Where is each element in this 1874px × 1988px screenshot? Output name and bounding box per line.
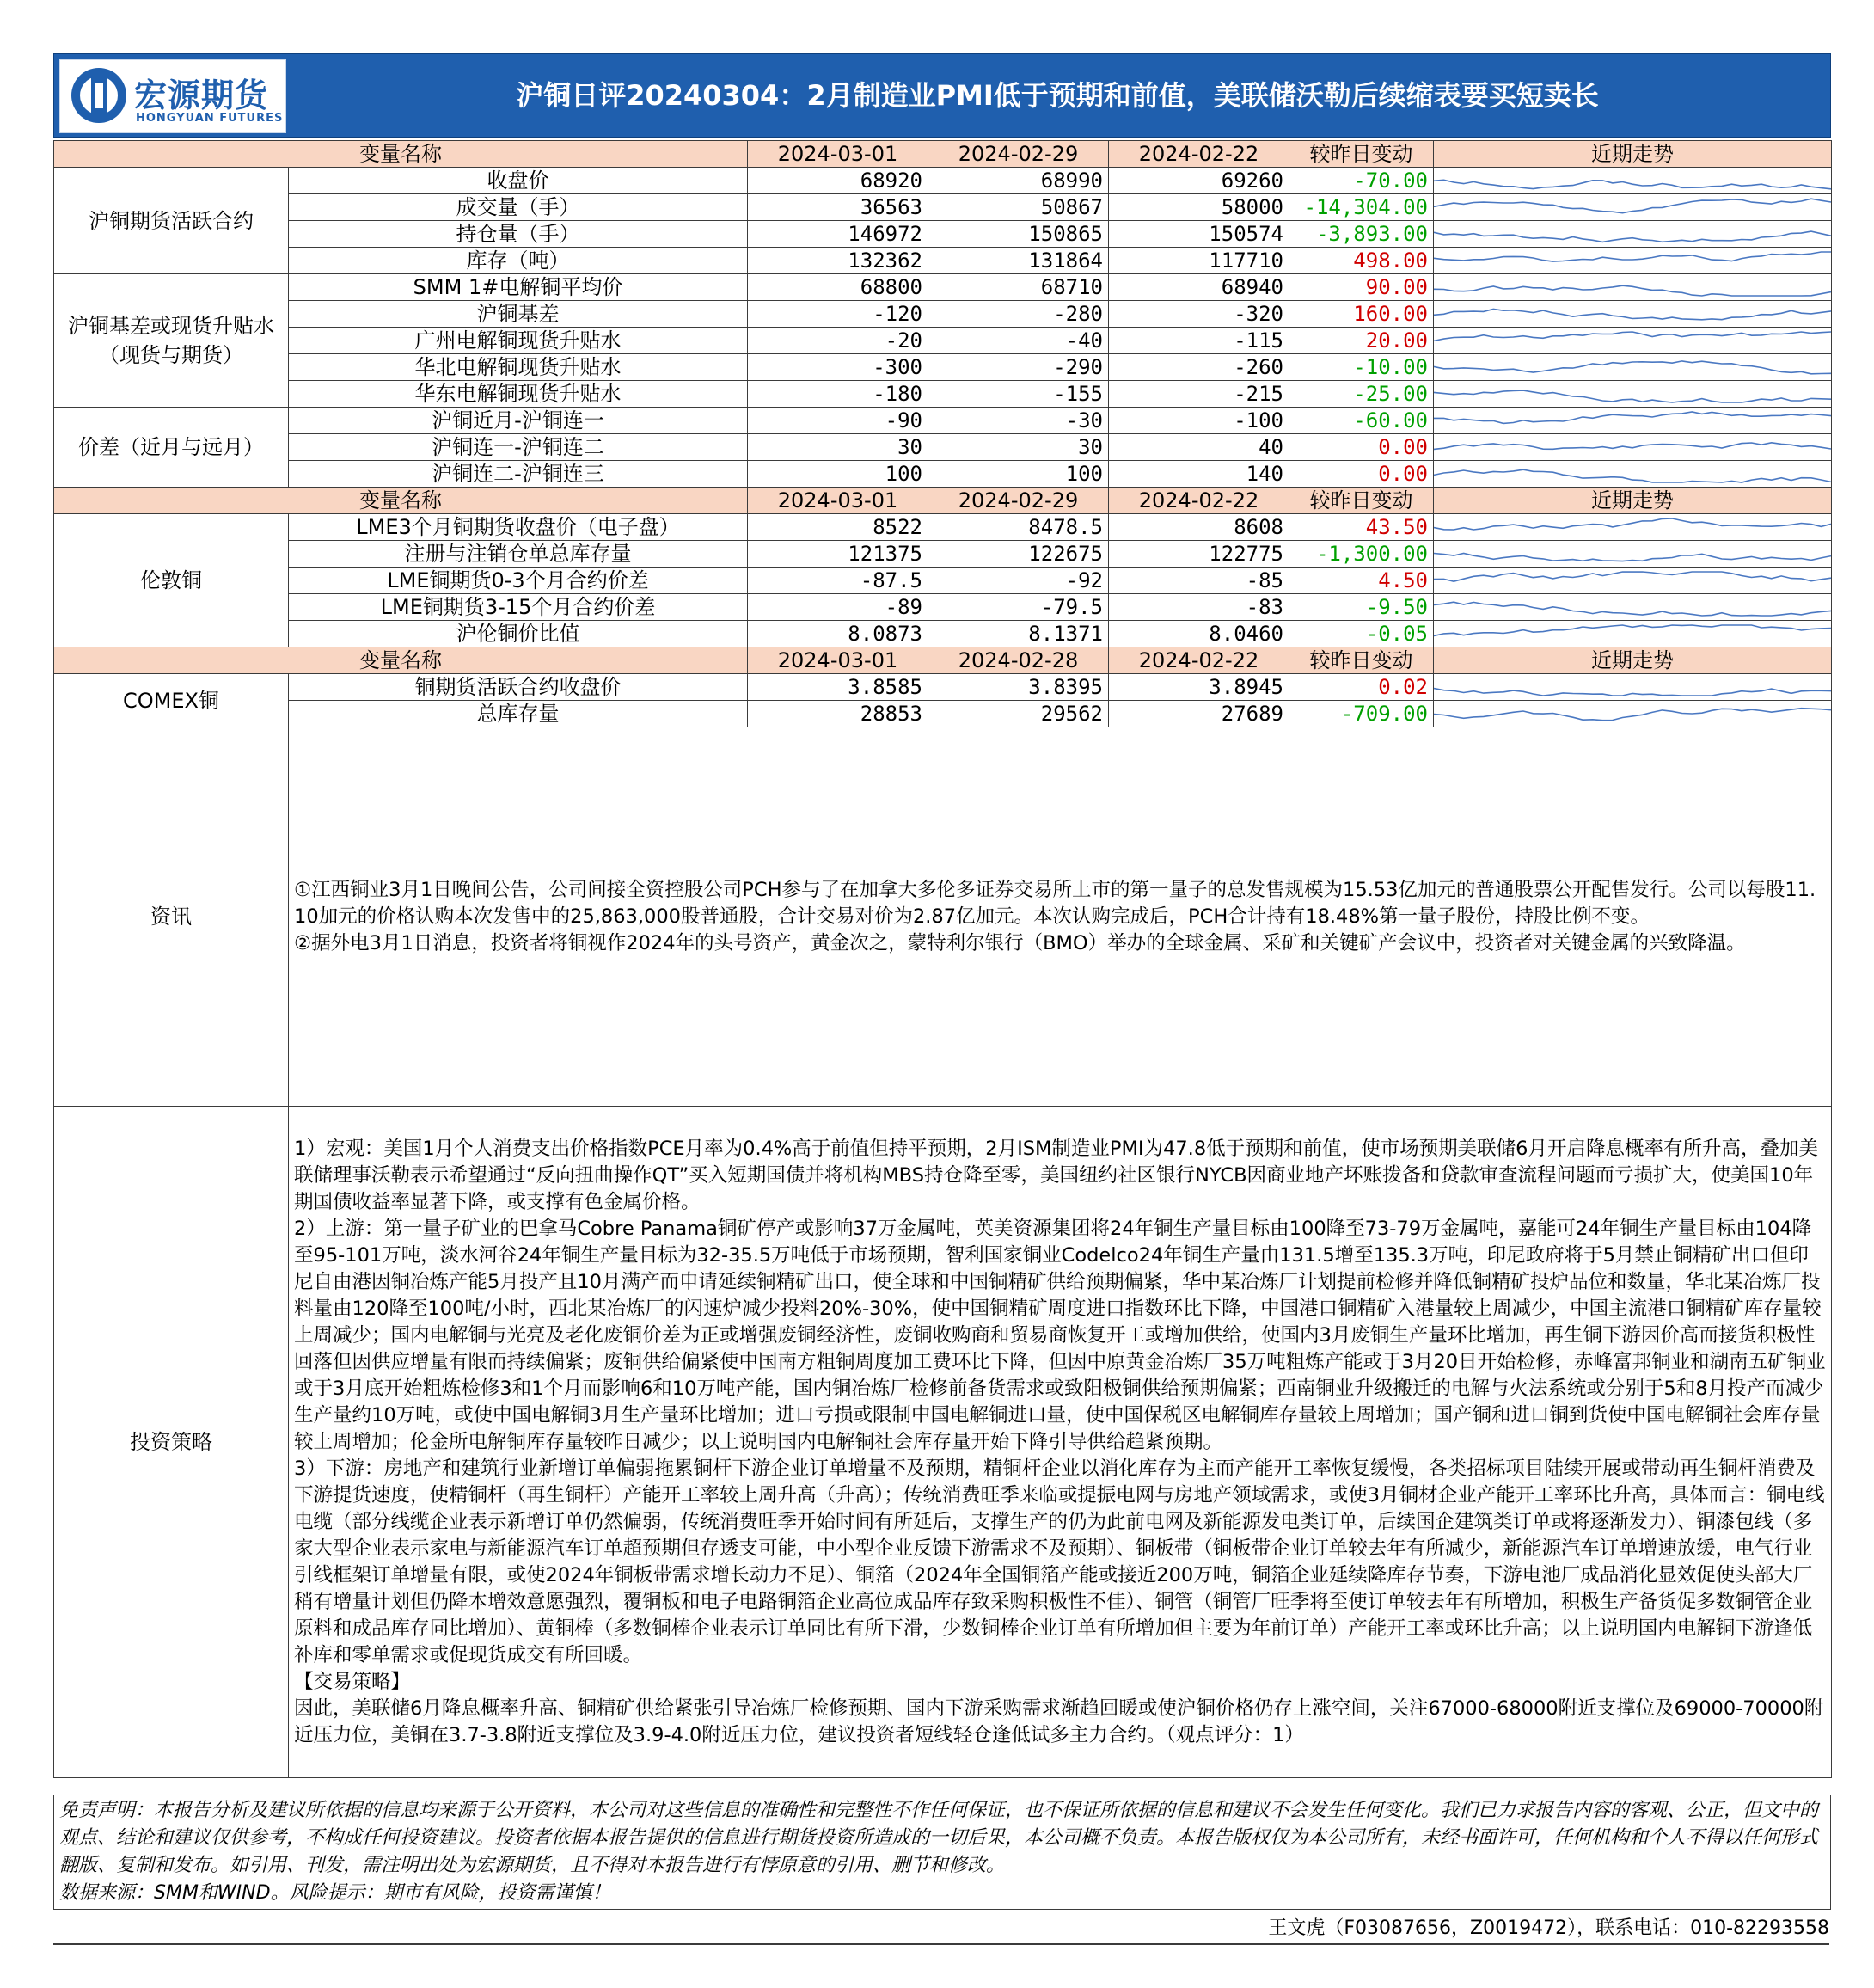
- trend-cell: [1434, 541, 1832, 568]
- row-label: 沪铜连二-沪铜连三: [289, 461, 748, 488]
- trend-cell: [1434, 514, 1832, 541]
- sparkline-icon: [1434, 302, 1831, 326]
- table-row: [54, 301, 1832, 328]
- date1-header: 2024-03-01: [748, 488, 928, 514]
- trend-cell: [1434, 701, 1832, 727]
- report-title: 沪铜日评20240304：2月制造业PMI低于预期和前值，美联储沃勒后续缩表要买短卖长: [516, 79, 1599, 112]
- value-cell: -320: [1109, 301, 1289, 328]
- change-header: 较昨日变动: [1289, 141, 1434, 168]
- strategy-row: [54, 1107, 1832, 1778]
- value-cell: 8478.5: [928, 514, 1109, 541]
- value-cell: 50867: [928, 194, 1109, 221]
- value-cell: 150574: [1109, 221, 1289, 248]
- change-header: 较昨日变动: [1289, 488, 1434, 514]
- change-cell: 43.50: [1289, 514, 1434, 541]
- value-cell: 132362: [748, 248, 928, 274]
- strategy-content: [289, 1107, 1832, 1778]
- date2-header: 2024-02-28: [928, 647, 1109, 674]
- sparkline-icon: [1434, 542, 1831, 566]
- change-cell: 498.00: [1289, 248, 1434, 274]
- value-cell: -115: [1109, 328, 1289, 354]
- value-cell: 100: [928, 461, 1109, 488]
- sparkline-icon: [1434, 675, 1831, 699]
- value-cell: -280: [928, 301, 1109, 328]
- value-cell: -90: [748, 408, 928, 434]
- trend-cell: [1434, 434, 1832, 461]
- value-cell: 100: [748, 461, 928, 488]
- sparkline-icon: [1434, 435, 1831, 459]
- sparkline-icon: [1434, 462, 1831, 486]
- row-label: 总库存量: [289, 701, 748, 727]
- table-row: [54, 621, 1832, 647]
- change-cell: -709.00: [1289, 701, 1434, 727]
- table-row: [54, 194, 1832, 221]
- row-label: 沪铜基差: [289, 301, 748, 328]
- change-cell: 90.00: [1289, 274, 1434, 301]
- sparkline-icon: [1434, 568, 1831, 592]
- sparkline-path: [1434, 285, 1831, 296]
- row-label: 收盘价: [289, 168, 748, 194]
- group-name: 伦敦铜: [54, 514, 289, 647]
- value-cell: 68940: [1109, 274, 1289, 301]
- disclaimer: [53, 1795, 1831, 1910]
- sparkline-path: [1434, 252, 1831, 261]
- trend-cell: [1434, 328, 1832, 354]
- row-label: 注册与注销仓单总库存量: [289, 541, 748, 568]
- section-header-row: [54, 647, 1832, 674]
- value-cell: 36563: [748, 194, 928, 221]
- value-cell: -92: [928, 568, 1109, 594]
- trend-cell: [1434, 621, 1832, 647]
- strategy-paragraph: 2）上游：第一量子矿业的巴拿马Cobre Panama铜矿停产或影响37万金属吨，英美资源集团将24年铜生产量目标由100降至73-79万金属吨，嘉能可24年铜生产量目标由104降至95-101万吨，淡水河谷24年铜生产量目标为32-35.5万吨低于市场预期，智利国家铜业Codelco24年铜生产量由131.5增至135.3万吨，印尼政府将于5月禁止铜精矿出口但印尼自由港因铜冶炼产能5月投产且10月满产而申请延续铜精矿出口，使全球和中国铜精矿供给预期偏紧，华中某冶炼厂计划提前检修并降低铜精矿投炉品位和数量，华北某冶炼厂投料量由120降至100吨/小时，西北某冶炼厂的闪速炉减少投料20%-30%，使中国铜精矿周度进口指数环比下降，中国港口铜精矿入港量较上周减少，中国主流港口铜精矿库存量较上周减少；国内电解铜与光亮及老化废铜价差为正或增强废铜经济性，废铜收购商和贸易商恢复开工或增加供给，使国内3月废铜生产量环比增加，再生铜下游因价高而接货积极性回落但因供应增量有限而持续偏紧；废铜供给偏紧使中国南方粗铜周度加工费环比下降，但因中原黄金冶炼厂35万吨粗炼产能或于3月20日开始检修，赤峰富邦铜业和湖南五矿铜业或于3月底开始粗炼检修3和1个月而影响6和10万吨产能，国内铜冶炼厂检修前备货需求或致阳极铜供给预期偏紧；西南铜业升级搬迁的电解与火法系统或分别于5和8月投产而减少生产量约10万吨，或使中国电解铜3月生产量环比增加；进口亏损或限制中国电解铜进口量，使中国保税区电解铜库存量较上周增加；国产铜和进口铜到货使中国电解铜社会库存量较上周增加；伦金所电解铜库存量较昨日减少；以上说明国内电解铜社会库存量开始下降引导供给趋紧预期。: [294, 1217, 1826, 1453]
- value-cell: 30: [928, 434, 1109, 461]
- value-cell: 27689: [1109, 701, 1289, 727]
- row-label: 沪铜连一-沪铜连二: [289, 434, 748, 461]
- hongyuan-logo-icon: [69, 65, 129, 126]
- sparkline-path: [1434, 469, 1831, 482]
- change-cell: 4.50: [1289, 568, 1434, 594]
- sparkline-path: [1434, 625, 1831, 636]
- report-header: [53, 53, 1831, 138]
- value-cell: -30: [928, 408, 1109, 434]
- company-logo: [59, 59, 286, 133]
- trend-cell: [1434, 594, 1832, 621]
- logo-cn-text: 宏源期货: [134, 77, 269, 114]
- group-name: 沪铜基差或现货升贴水（现货与期货）: [54, 274, 289, 408]
- sparkline-path: [1434, 554, 1831, 561]
- news-row: [54, 727, 1832, 1107]
- market-data-table: [53, 140, 1832, 1778]
- table-row: [54, 381, 1832, 408]
- group-name: 价差（近月与远月）: [54, 408, 289, 488]
- strategy-paragraph: 【交易策略】: [294, 1670, 411, 1693]
- row-label: 广州电解铜现货升贴水: [289, 328, 748, 354]
- sparkline-path: [1434, 231, 1831, 242]
- trend-cell: [1434, 194, 1832, 221]
- value-cell: 146972: [748, 221, 928, 248]
- strategy-paragraph: 1）宏观：美国1月个人消费支出价格指数PCE月率为0.4%高于前值但持平预期，2月ISM制造业PMI为47.8低于预期和前值，使市场预期美联储6月开启降息概率有所升高，叠加美联储理事沃勒表示希望通过“反向扭曲操作QT”买入短期国债并将机构MBS持仓降至零，美国纽约社区银行NYCB因商业地产坏账拨备和贷款审查流程问题而亏损扩大，使美国10年期国债收益率显著下降，或支撑有色金属价格。: [294, 1137, 1818, 1213]
- value-cell: 29562: [928, 701, 1109, 727]
- sparkline-path: [1434, 689, 1831, 696]
- table-row: [54, 594, 1832, 621]
- sparkline-icon: [1434, 382, 1831, 406]
- sparkline-path: [1434, 361, 1831, 374]
- news-content: [289, 727, 1832, 1107]
- group-name: 沪铜期货活跃合约: [54, 168, 289, 274]
- change-cell: -10.00: [1289, 354, 1434, 381]
- date3-header: 2024-02-22: [1109, 488, 1289, 514]
- table-row: [54, 168, 1832, 194]
- value-cell: 3.8945: [1109, 674, 1289, 701]
- change-cell: -60.00: [1289, 408, 1434, 434]
- value-cell: -120: [748, 301, 928, 328]
- value-cell: -180: [748, 381, 928, 408]
- change-cell: -25.00: [1289, 381, 1434, 408]
- value-cell: 8.0460: [1109, 621, 1289, 647]
- value-cell: -290: [928, 354, 1109, 381]
- news-paragraph: ②据外电3月1日消息，投资者将铜视作2024年的头号资产，黄金次之，蒙特利尔银行（BMO）举办的全球金属、采矿和关键矿产会议中，投资者对关键金属的兴致降温。: [294, 931, 1746, 954]
- sparkline-icon: [1434, 328, 1831, 353]
- sparkline-icon: [1434, 222, 1831, 246]
- row-label: 华北电解铜现货升贴水: [289, 354, 748, 381]
- value-cell: 8522: [748, 514, 928, 541]
- row-label: LME铜期货0-3个月合约价差: [289, 568, 748, 594]
- value-cell: 8.0873: [748, 621, 928, 647]
- row-label: LME3个月铜期货收盘价（电子盘）: [289, 514, 748, 541]
- table-row: [54, 514, 1832, 541]
- sparkline-path: [1434, 602, 1831, 616]
- sparkline-path: [1434, 412, 1831, 423]
- table-row: [54, 408, 1832, 434]
- change-cell: 0.00: [1289, 434, 1434, 461]
- value-cell: 69260: [1109, 168, 1289, 194]
- value-cell: 8.1371: [928, 621, 1109, 647]
- row-label: 沪铜近月-沪铜连一: [289, 408, 748, 434]
- value-cell: -79.5: [928, 594, 1109, 621]
- value-cell: -100: [1109, 408, 1289, 434]
- change-cell: 0.02: [1289, 674, 1434, 701]
- change-cell: -9.50: [1289, 594, 1434, 621]
- date1-header: 2024-03-01: [748, 647, 928, 674]
- sparkline-icon: [1434, 622, 1831, 646]
- variable-name-header: 变量名称: [54, 488, 748, 514]
- value-cell: 8608: [1109, 514, 1289, 541]
- sparkline-path: [1434, 199, 1831, 213]
- trend-cell: [1434, 168, 1832, 194]
- table-row: [54, 568, 1832, 594]
- variable-name-header: 变量名称: [54, 647, 748, 674]
- value-cell: 3.8395: [928, 674, 1109, 701]
- date3-header: 2024-02-22: [1109, 141, 1289, 168]
- trend-header: 近期走势: [1434, 647, 1832, 674]
- value-cell: 68710: [928, 274, 1109, 301]
- analyst-contact: 王文虎（F03087656，Z0019472），联系电话：010-82293558: [53, 1914, 1829, 1945]
- table-row: [54, 541, 1832, 568]
- value-cell: -300: [748, 354, 928, 381]
- trend-cell: [1434, 568, 1832, 594]
- sparkline-icon: [1434, 169, 1831, 193]
- sparkline-icon: [1434, 595, 1831, 619]
- value-cell: -20: [748, 328, 928, 354]
- sparkline-path: [1434, 310, 1831, 320]
- date2-header: 2024-02-29: [928, 141, 1109, 168]
- value-cell: -87.5: [748, 568, 928, 594]
- value-cell: 117710: [1109, 248, 1289, 274]
- news-label: 资讯: [54, 727, 289, 1107]
- trend-cell: [1434, 408, 1832, 434]
- change-cell: -70.00: [1289, 168, 1434, 194]
- trend-cell: [1434, 274, 1832, 301]
- sparkline-path: [1434, 572, 1831, 581]
- value-cell: 150865: [928, 221, 1109, 248]
- row-label: 库存（吨）: [289, 248, 748, 274]
- value-cell: 40: [1109, 434, 1289, 461]
- trend-header: 近期走势: [1434, 141, 1832, 168]
- change-cell: -1,300.00: [1289, 541, 1434, 568]
- sparkline-path: [1434, 390, 1831, 402]
- value-cell: -215: [1109, 381, 1289, 408]
- value-cell: 58000: [1109, 194, 1289, 221]
- value-cell: 131864: [928, 248, 1109, 274]
- date3-header: 2024-02-22: [1109, 647, 1289, 674]
- change-header: 较昨日变动: [1289, 647, 1434, 674]
- table-row: [54, 354, 1832, 381]
- sparkline-path: [1434, 518, 1831, 530]
- table-row: [54, 674, 1832, 701]
- table-row: [54, 274, 1832, 301]
- trend-cell: [1434, 248, 1832, 274]
- table-row: [54, 461, 1832, 488]
- change-cell: 0.00: [1289, 461, 1434, 488]
- value-cell: 122775: [1109, 541, 1289, 568]
- table-row: [54, 328, 1832, 354]
- sparkline-icon: [1434, 195, 1831, 219]
- strategy-paragraph: 3）下游：房地产和建筑行业新增订单偏弱拖累铜杆下游企业订单增量不及预期，精铜杆企业以消化库存为主而产能开工率恢复缓慢，各类招标项目陆续开展或带动再生铜杆消费及下游提货速度，使精铜杆（再生铜杆）产能开工率较上周升高（升高）；传统消费旺季来临或提振电网与房地产领域需求，或使3月铜材企业产能开工率环比升高，具体而言：铜电线电缆（部分线缆企业表示新增订单仍然偏弱，传统消费旺季开始时间有所延后，支撑生产的仍为此前电网及新能源发电类订单，后续国企建筑类订单或将逐渐发力）、铜漆包线（多家大型企业表示家电与新能源汽车订单超预期但存透支可能，中小型企业反馈下游需求不及预期）、铜板带（铜板带企业订单较去年有所减少，新能源汽车订单增速放缓，电气行业引线框架订单增量有限，或使2024年铜板带需求增长动力不足）、铜箔（2024年全国铜箔产能或接近200万吨，铜箔企业延续降库存节奏，下游电池厂成品消化显效促使头部大厂稍有增量计划但仍降本增效意愿强烈，覆铜板和电子电路铜箔企业高位成品库存致采购积极性不佳）、铜管（铜管厂旺季将至使订单较去年有所增加，积极生产备货促多数铜管企业原料和成品库存同比增加）、黄铜棒（多数铜棒企业表示订单同比有所下滑，少数铜棒企业订单有所增加但主要为年前订单）产能开工率或环比升高；以上说明国内电解铜下游逢低补库和零单需求或促现货成交有所回暖。: [294, 1457, 1825, 1666]
- sparkline-icon: [1434, 408, 1831, 433]
- trend-cell: [1434, 461, 1832, 488]
- value-cell: -40: [928, 328, 1109, 354]
- sparkline-path: [1434, 443, 1831, 450]
- change-cell: 160.00: [1289, 301, 1434, 328]
- table-row: [54, 248, 1832, 274]
- table-row: [54, 434, 1832, 461]
- table-row: [54, 221, 1832, 248]
- row-label: 沪伦铜价比值: [289, 621, 748, 647]
- value-cell: 3.8585: [748, 674, 928, 701]
- value-cell: 30: [748, 434, 928, 461]
- sparkline-icon: [1434, 702, 1831, 726]
- sparkline-path: [1434, 180, 1831, 189]
- data-source-text: 数据来源：SMM和WIND。风险提示：期市有风险，投资需谨慎！: [59, 1882, 611, 1904]
- sparkline-icon: [1434, 515, 1831, 539]
- change-cell: -14,304.00: [1289, 194, 1434, 221]
- row-label: SMM 1#电解铜平均价: [289, 274, 748, 301]
- value-cell: 122675: [928, 541, 1109, 568]
- change-cell: 20.00: [1289, 328, 1434, 354]
- sparkline-icon: [1434, 248, 1831, 273]
- trend-cell: [1434, 301, 1832, 328]
- row-label: LME铜期货3-15个月合约价差: [289, 594, 748, 621]
- logo-en-text: HONGYUAN FUTURES: [136, 112, 284, 125]
- value-cell: -155: [928, 381, 1109, 408]
- row-label: 华东电解铜现货升贴水: [289, 381, 748, 408]
- trend-cell: [1434, 221, 1832, 248]
- value-cell: 140: [1109, 461, 1289, 488]
- value-cell: 121375: [748, 541, 928, 568]
- sparkline-path: [1434, 332, 1831, 341]
- row-label: 铜期货活跃合约收盘价: [289, 674, 748, 701]
- value-cell: 68990: [928, 168, 1109, 194]
- value-cell: -85: [1109, 568, 1289, 594]
- sparkline-icon: [1434, 275, 1831, 299]
- trend-cell: [1434, 354, 1832, 381]
- variable-name-header: 变量名称: [54, 141, 748, 168]
- row-label: 成交量（手）: [289, 194, 748, 221]
- row-label: 持仓量（手）: [289, 221, 748, 248]
- sparkline-icon: [1434, 355, 1831, 379]
- change-cell: -3,893.00: [1289, 221, 1434, 248]
- disclaimer-text: 免责声明：本报告分析及建议所依据的信息均来源于公开资料，本公司对这些信息的准确性和完整性不作任何保证，也不保证所依据的信息和建议不会发生任何变化。我们已力求报告内容的客观、公正，但文中的观点、结论和建议仅供参考，不构成任何投资建议。投资者依据本报告提供的信息进行期货投资所造成的一切后果，本公司概不负责。本报告版权仅为本公司所有，未经书面许可，任何机构和个人不得以任何形式翻版、复制和发布。如引用、刊发，需注明出处为宏源期货，且不得对本报告进行有悖原意的引用、删节和修改。: [59, 1800, 1819, 1876]
- date1-header: 2024-03-01: [748, 141, 928, 168]
- strategy-label: 投资策略: [54, 1107, 289, 1778]
- value-cell: -89: [748, 594, 928, 621]
- section-header-row: [54, 141, 1832, 168]
- value-cell: -260: [1109, 354, 1289, 381]
- trend-cell: [1434, 674, 1832, 701]
- news-paragraph: ①江西铜业3月1日晚间公告，公司间接全资控股公司PCH参与了在加拿大多伦多证券交易所上市的第一量子的总发售规模为15.53亿加元的普通股票公开配售发行。公司以每股11.10加元的价格认购本次发售中的25,863,000股普通股，合计交易对价为2.87亿加元。本次认购完成后，PCH合计持有18.48%第一量子股份，持股比例不变。: [294, 878, 1816, 928]
- strategy-paragraph: 因此，美联储6月降息概率升高、铜精矿供给紧张引导冶炼厂检修预期、国内下游采购需求渐趋回暖或使沪铜价格仍存上涨空间，关注67000-68000附近支撑位及69000-70000附近压力位，美铜在3.7-3.8附近支撑位及3.9-4.0附近压力位，建议投资者短线轻仓逢低试多主力合约。（观点评分：1）: [294, 1697, 1824, 1746]
- value-cell: 68920: [748, 168, 928, 194]
- trend-header: 近期走势: [1434, 488, 1832, 514]
- table-row: [54, 701, 1832, 727]
- value-cell: 68800: [748, 274, 928, 301]
- group-name: COMEX铜: [54, 674, 289, 727]
- value-cell: 28853: [748, 701, 928, 727]
- date2-header: 2024-02-29: [928, 488, 1109, 514]
- sparkline-path: [1434, 709, 1831, 721]
- change-cell: -0.05: [1289, 621, 1434, 647]
- trend-cell: [1434, 381, 1832, 408]
- section-header-row: [54, 488, 1832, 514]
- value-cell: -83: [1109, 594, 1289, 621]
